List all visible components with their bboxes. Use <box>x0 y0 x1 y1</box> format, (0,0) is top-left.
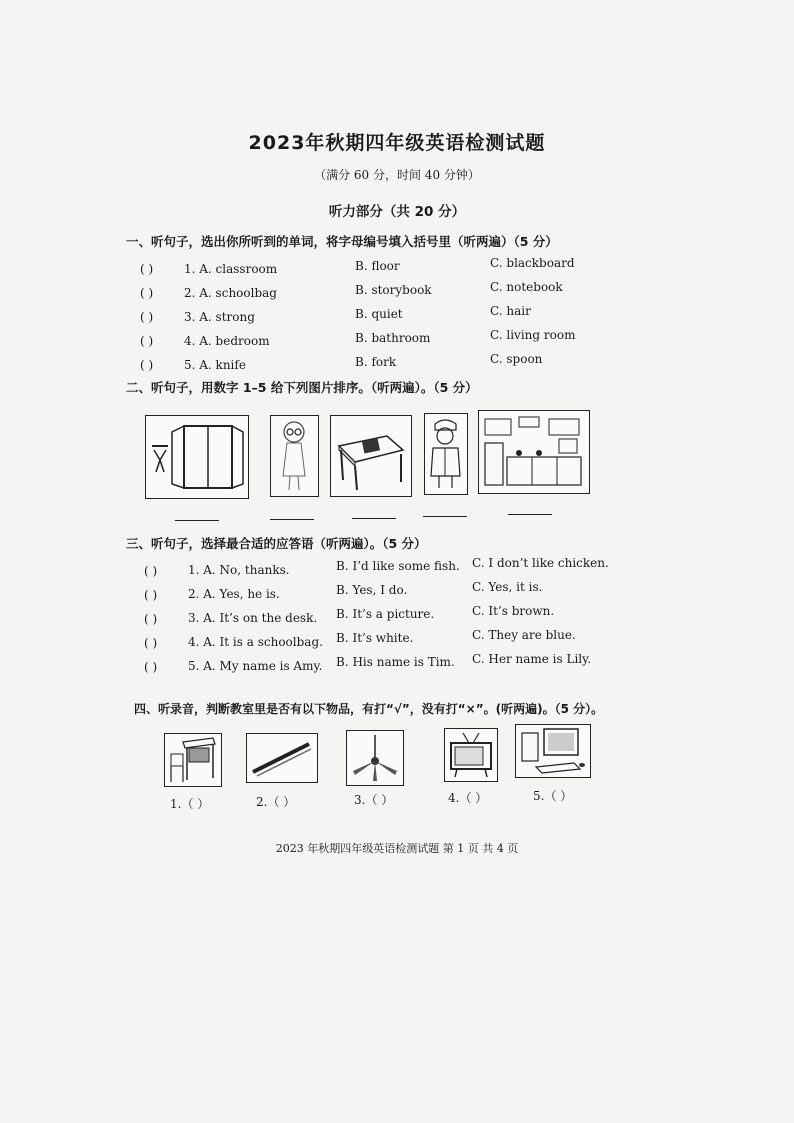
desk-chair-picture <box>164 733 222 787</box>
computer-picture <box>515 724 591 778</box>
part1-option-b: B. fork <box>355 355 397 369</box>
desk-picture <box>330 415 412 497</box>
part1-option-b: B. storybook <box>355 283 432 297</box>
part3-option-c: C. Her name is Lily. <box>472 652 592 666</box>
part3-option-c: C. It’s brown. <box>472 604 555 618</box>
part3-option-a: 3. A. It’s on the desk. <box>188 611 318 625</box>
answer-blank[interactable]: ( ) <box>140 286 154 300</box>
listening-section-heading: 听力部分（共 20 分） <box>328 204 466 220</box>
window-picture <box>145 415 249 499</box>
part1-option-c: C. spoon <box>490 352 543 366</box>
kitchen-picture <box>478 410 590 494</box>
part1-option-c: C. living room <box>490 328 576 342</box>
part3-heading: 三、听句子，选择最合适的应答语（听两遍）。（5 分） <box>126 536 427 551</box>
answer-blank[interactable]: ( ) <box>144 636 158 650</box>
tv-picture <box>444 728 498 782</box>
answer-blank[interactable]: ( ) <box>144 612 158 626</box>
judge-blank[interactable]: 4.（ ） <box>448 791 488 805</box>
order-blank[interactable] <box>352 518 396 519</box>
part1-option-a: 1. A. classroom <box>184 262 278 276</box>
part3-option-a: 1. A. No, thanks. <box>188 563 290 577</box>
part3-option-c: C. Yes, it is. <box>472 580 543 594</box>
light-picture <box>246 733 318 783</box>
answer-blank[interactable]: ( ) <box>140 262 154 276</box>
part3-option-b: B. It’s a picture. <box>336 607 435 621</box>
part1-option-b: B. bathroom <box>355 331 431 345</box>
part3-option-a: 2. A. Yes, he is. <box>188 587 280 601</box>
part1-option-a: 4. A. bedroom <box>184 334 270 348</box>
part1-option-c: C. blackboard <box>490 256 575 270</box>
doctor-picture <box>424 413 468 495</box>
order-blank[interactable] <box>508 514 552 515</box>
part2-heading: 二、听句子，用数字 1–5 给下列图片排序。（听两遍）。（5 分） <box>126 380 478 395</box>
part3-option-c: C. They are blue. <box>472 628 576 642</box>
order-blank[interactable] <box>423 516 467 517</box>
order-blank[interactable] <box>270 519 314 520</box>
part3-option-b: B. It’s white. <box>336 631 414 645</box>
part3-option-b: B. I’d like some fish. <box>336 559 460 573</box>
answer-blank[interactable]: ( ) <box>144 588 158 602</box>
part1-option-b: B. quiet <box>355 307 403 321</box>
judge-blank[interactable]: 2.（ ） <box>256 795 296 809</box>
part1-option-b: B. floor <box>355 259 400 273</box>
judge-blank[interactable]: 5.（ ） <box>533 789 573 803</box>
part3-option-a: 4. A. It is a schoolbag. <box>188 635 323 649</box>
judge-blank[interactable]: 1.（ ） <box>170 797 210 811</box>
part1-heading: 一、听句子，选出你所听到的单词，将字母编号填入括号里（听两遍）（5 分） <box>126 234 558 249</box>
order-blank[interactable] <box>175 520 219 521</box>
girl-picture <box>270 415 319 497</box>
judge-blank[interactable]: 3.（ ） <box>354 793 394 807</box>
answer-blank[interactable]: ( ) <box>140 358 154 372</box>
part1-option-a: 5. A. knife <box>184 358 246 372</box>
part1-option-a: 2. A. schoolbag <box>184 286 277 300</box>
part3-option-b: B. Yes, I do. <box>336 583 408 597</box>
part1-option-c: C. hair <box>490 304 531 318</box>
answer-blank[interactable]: ( ) <box>144 564 158 578</box>
page-footer: 2023 年秋期四年级英语检测试题 第 1 页 共 4 页 <box>275 842 519 855</box>
part4-heading: 四、听录音，判断教室里是否有以下物品，有打“√”，没有打“×”。(听两遍)。（5 分）。 <box>134 702 604 716</box>
answer-blank[interactable]: ( ) <box>144 660 158 674</box>
page-subtitle: （满分 60 分，时间 40 分钟） <box>314 168 480 182</box>
part1-option-c: C. notebook <box>490 280 563 294</box>
page-title: 2023年秋期四年级英语检测试题 <box>248 132 546 154</box>
fan-picture <box>346 730 404 786</box>
part1-option-a: 3. A. strong <box>184 310 255 324</box>
answer-blank[interactable]: ( ) <box>140 310 154 324</box>
answer-blank[interactable]: ( ) <box>140 334 154 348</box>
part3-option-c: C. I don’t like chicken. <box>472 556 609 570</box>
part3-option-a: 5. A. My name is Amy. <box>188 659 323 673</box>
part3-option-b: B. His name is Tim. <box>336 655 455 669</box>
